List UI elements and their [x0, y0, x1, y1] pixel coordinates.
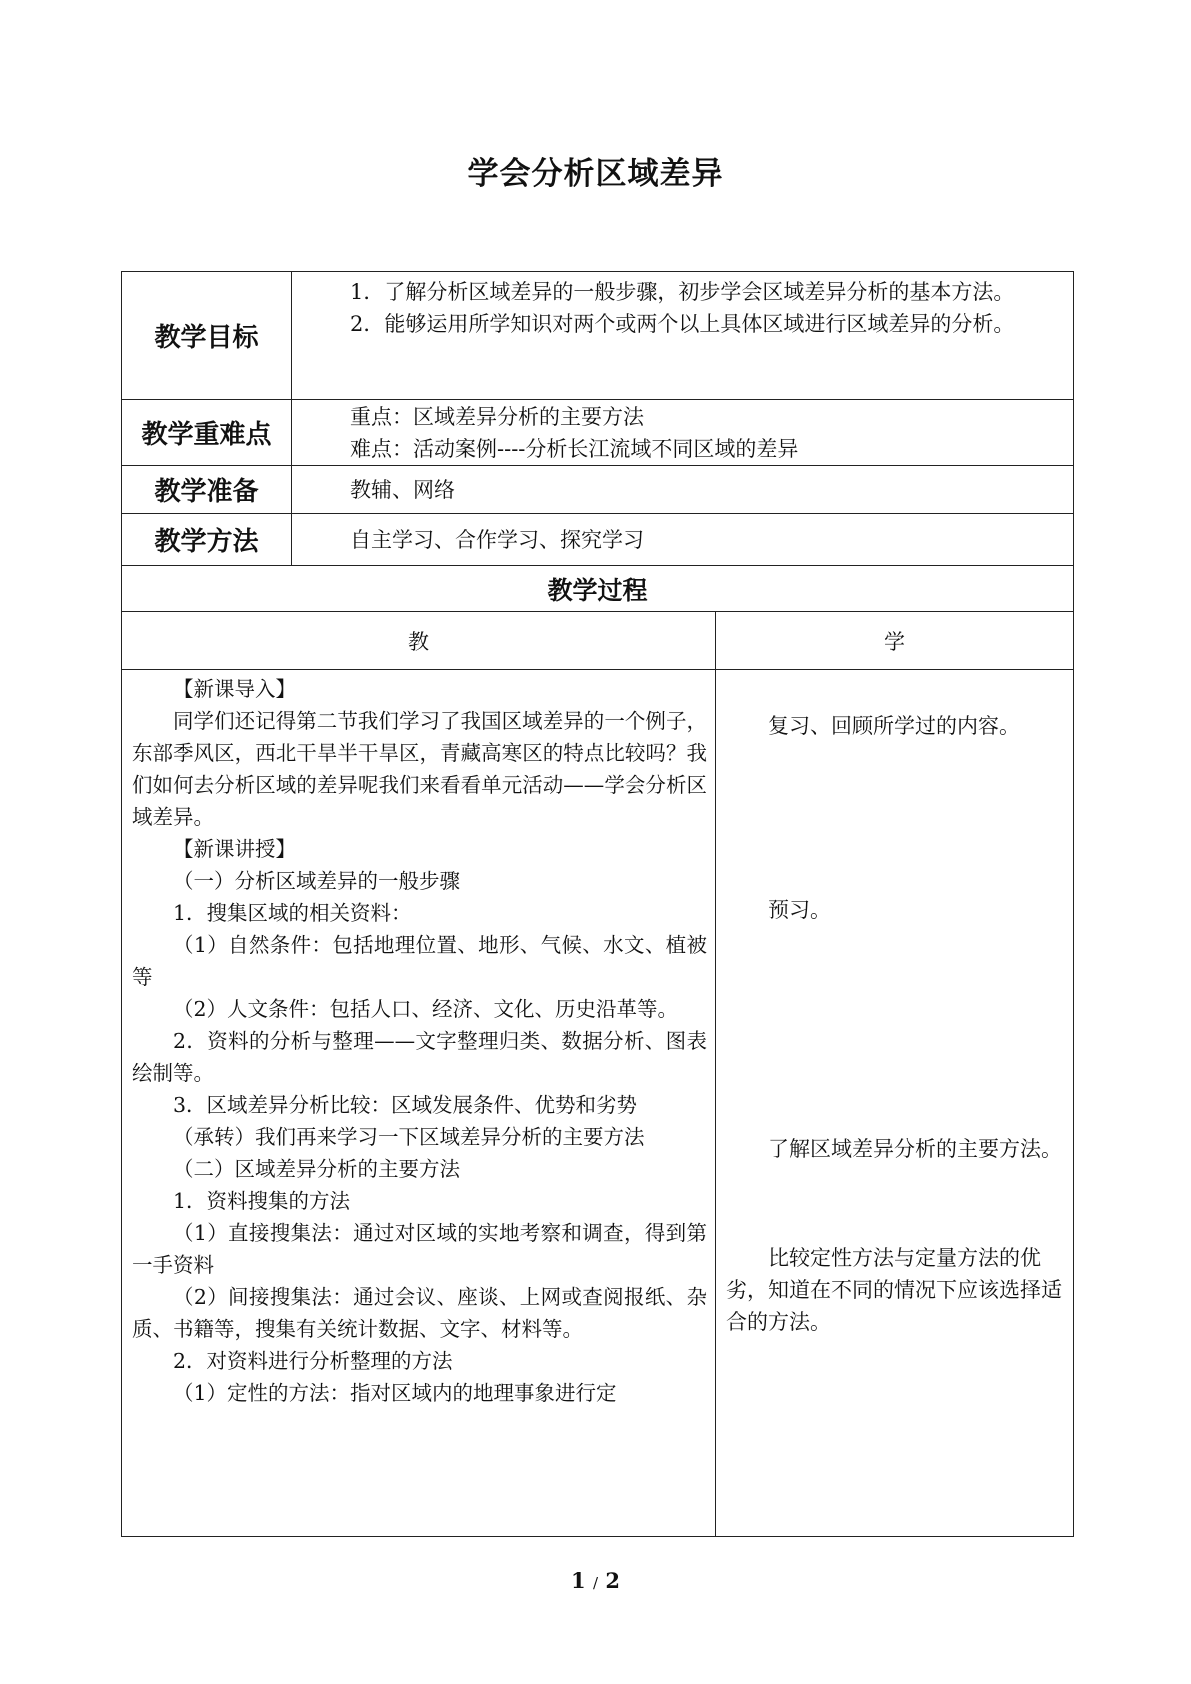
teach-paragraph: 【新课导入】	[173, 677, 296, 701]
learn-column-header: 学	[716, 612, 1074, 670]
teach-paragraph: 3．区域差异分析比较：区域发展条件、优势和劣势	[173, 1093, 638, 1117]
teach-paragraph: （二）区域差异分析的主要方法	[173, 1157, 460, 1181]
teach-content	[122, 670, 716, 1537]
teach-paragraph: （2）人文条件：包括人口、经济、文化、历史沿革等。	[173, 997, 679, 1021]
teach-paragraph: （1）直接搜集法：通过对区域的实地考察和调查，得到第一手资料	[132, 1221, 707, 1277]
process-header-row	[122, 612, 1074, 670]
preparation-content: 教辅、网络	[292, 466, 1074, 514]
preparation-row	[122, 466, 1074, 514]
goals-row	[122, 272, 1074, 400]
page-total: 2	[605, 1568, 620, 1593]
teach-paragraph: 1．搜集区域的相关资料：	[173, 901, 412, 925]
preparation-label: 教学准备	[122, 466, 292, 514]
process-content-row	[122, 670, 1074, 1537]
key-points-content	[292, 400, 1074, 466]
goal-item: 2．能够运用所学知识对两个或两个以上具体区域进行区域差异的分析。	[350, 312, 1015, 336]
key-points-label: 教学重难点	[122, 400, 292, 466]
learn-content	[716, 670, 1074, 1537]
process-title-row	[122, 566, 1074, 612]
teach-paragraph: 2．对资料进行分析整理的方法	[173, 1349, 453, 1373]
learn-note: 复习、回顾所学过的内容。	[768, 714, 1020, 738]
teach-paragraph: 同学们还记得第二节我们学习了我国区域差异的一个例子，东部季风区，西北干旱半干旱区，青藏高寒区的特点比较吗？我们如何去分析区域的差异呢我们来看看单元活动——学会分析区域差异。	[132, 709, 707, 829]
goals-label: 教学目标	[122, 272, 292, 400]
lesson-plan-table	[121, 271, 1074, 1537]
learn-note: 了解区域差异分析的主要方法。	[768, 1137, 1062, 1161]
learn-note: 比较定性方法与定量方法的优劣，知道在不同的情况下应该选择适合的方法。	[726, 1246, 1062, 1334]
teach-column-header: 教	[122, 612, 716, 670]
teach-paragraph: （1）定性的方法：指对区域内的地理事象进行定	[173, 1381, 617, 1405]
teach-paragraph: （承转）我们再来学习一下区域差异分析的主要方法	[173, 1125, 645, 1149]
method-label: 教学方法	[122, 514, 292, 566]
teach-paragraph: （一）分析区域差异的一般步骤	[173, 869, 460, 893]
page-current: 1	[571, 1568, 586, 1593]
goals-content	[292, 272, 1074, 400]
difficult-point: 难点：活动案例----分析长江流域不同区域的差异	[350, 436, 799, 461]
teach-paragraph: （2）间接搜集法：通过会议、座谈、上网或查阅报纸、杂质、书籍等，搜集有关统计数据、文字、材料等。	[132, 1285, 707, 1341]
method-content: 自主学习、合作学习、探究学习	[292, 514, 1074, 566]
goal-item: 1．了解分析区域差异的一般步骤，初步学会区域差异分析的基本方法。	[350, 280, 1015, 304]
key-point: 重点：区域差异分析的主要方法	[350, 404, 644, 429]
teach-paragraph: 1．资料搜集的方法	[173, 1189, 351, 1213]
document-title: 学会分析区域差异	[467, 156, 724, 192]
learn-note: 预习。	[768, 898, 831, 922]
teach-paragraph: 2．资料的分析与整理——文字整理归类、数据分析、图表绘制等。	[132, 1029, 707, 1085]
process-title: 教学过程	[122, 566, 1074, 612]
page-number	[0, 1568, 1191, 1593]
teach-paragraph: 【新课讲授】	[173, 837, 296, 861]
method-row	[122, 514, 1074, 566]
page-separator: /	[592, 1574, 599, 1592]
teach-paragraph: （1）自然条件：包括地理位置、地形、气候、水文、植被等	[132, 933, 707, 989]
key-points-row	[122, 400, 1074, 466]
